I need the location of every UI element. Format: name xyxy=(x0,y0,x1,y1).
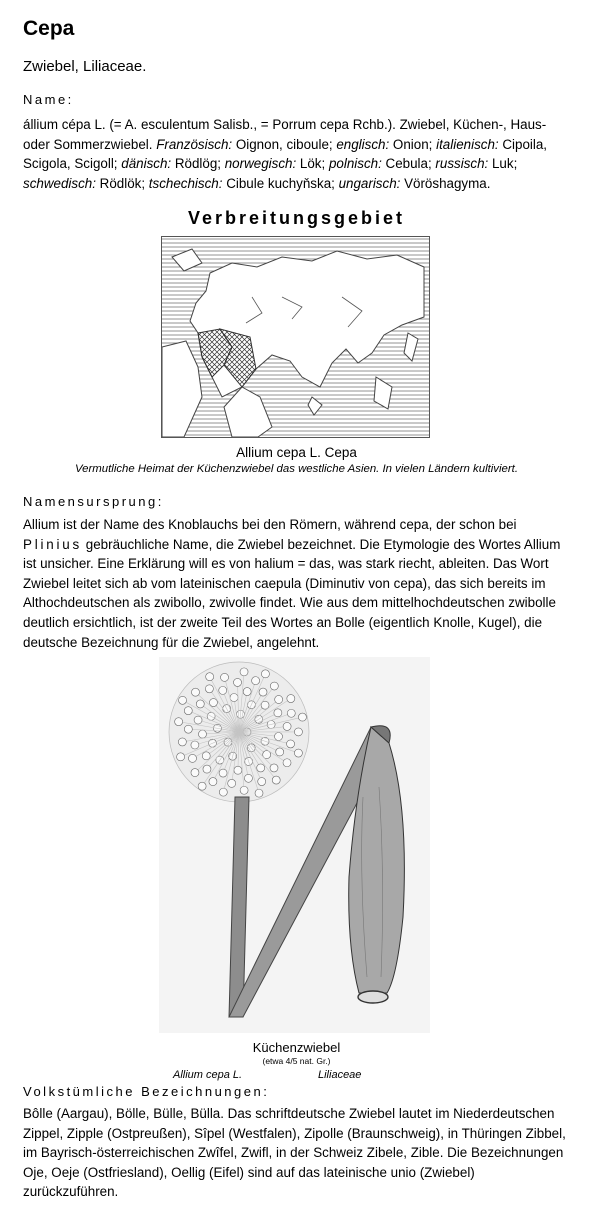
onion-plant-drawing xyxy=(159,657,430,1033)
plinius-name: Plinius xyxy=(23,536,83,552)
name-paragraph: állium cépa L. (= A. esculentum Salisb., = Porrum cepa Rchb.). Zwiebel, Küchen-, Haus- oder Sommerzwiebel. Französisch: Oignon, ciboule; englisch: Onion; italienisch: Cipoila, Scigola, Scigoll; dänisch: Rödlög; norwegisch: Lök; polnisch: Cebula; russisch: Luk; schwedisch: Rödlök; tschechisch: Cibule kuchyňska; ungarisch: Vöröshagyma. xyxy=(23,117,548,191)
folk-paragraph: Bôlle (Aargau), Bölle, Bülle, Bülla. Das schriftdeutsche Zwiebel lautet im Niederdeutschen Zippel, Zipple (Ostpreußen), Sîpel (Westfalen), Zipolle (Braunschweig), in Thüringen Zibbel, im Bayrisch-österreichischen Zwîfel, Zwifl, in der Schweiz Zibele, Zible. Die Bezeichnungen Oje, Oeje (Ostfriesland), Oellig (Eifel) sind auf das lateinische unio (Zwiebel) zurückzuführen. xyxy=(23,1106,566,1200)
page-title: Cepa xyxy=(23,17,75,40)
name-section-label: Name: xyxy=(23,92,74,107)
plant-latin-name: Allium cepa L. xyxy=(173,1069,243,1081)
plant-name: Küchenzwiebel xyxy=(252,1040,341,1055)
folk-section-label: Volkstümliche Bezeichnungen: xyxy=(23,1084,270,1099)
distribution-map xyxy=(161,236,430,438)
origin-section-label: Namensursprung: xyxy=(23,494,164,509)
map-illustration xyxy=(162,237,429,437)
map-caption: Allium cepa L. Cepa xyxy=(236,445,357,460)
plant-scale: (etwa 4/5 nat. Gr.) xyxy=(262,1056,331,1066)
plant-family: Liliaceae xyxy=(318,1069,362,1081)
onion-illustration xyxy=(159,657,430,1033)
map-note: Vermutliche Heimat der Küchenzwiebel das westliche Asien. In vielen Ländern kultiviert. xyxy=(75,463,518,475)
origin-paragraph: Allium ist der Name des Knoblauchs bei den Römern, während cepa, der schon bei Plinius gebräuchliche Name, die Zwiebel bezeichnet. Die Etymologie des Wortes Allium ist unsicher. Eine Erklärung will es von halium = das, was stark riecht, ableiten. Das Wort Zwiebel leitet sich ab vom lateinischen caepula (Diminutiv von cepa), das sich bereits im Althochdeutschen als zwibollo, zwivolle findet. Wie aus dem mittelhochdeutschen zwibolle deutlich ersichtlich, ist der zweite Teil des Wortes an Bolle (eigentlich Knolle, Kugel), die deutsche Bezeichnung für die Zwiebel, angelehnt. xyxy=(23,517,561,650)
subtitle: Zwiebel, Liliaceae. xyxy=(23,58,147,75)
map-title: Verbreitungsgebiet xyxy=(187,208,406,228)
